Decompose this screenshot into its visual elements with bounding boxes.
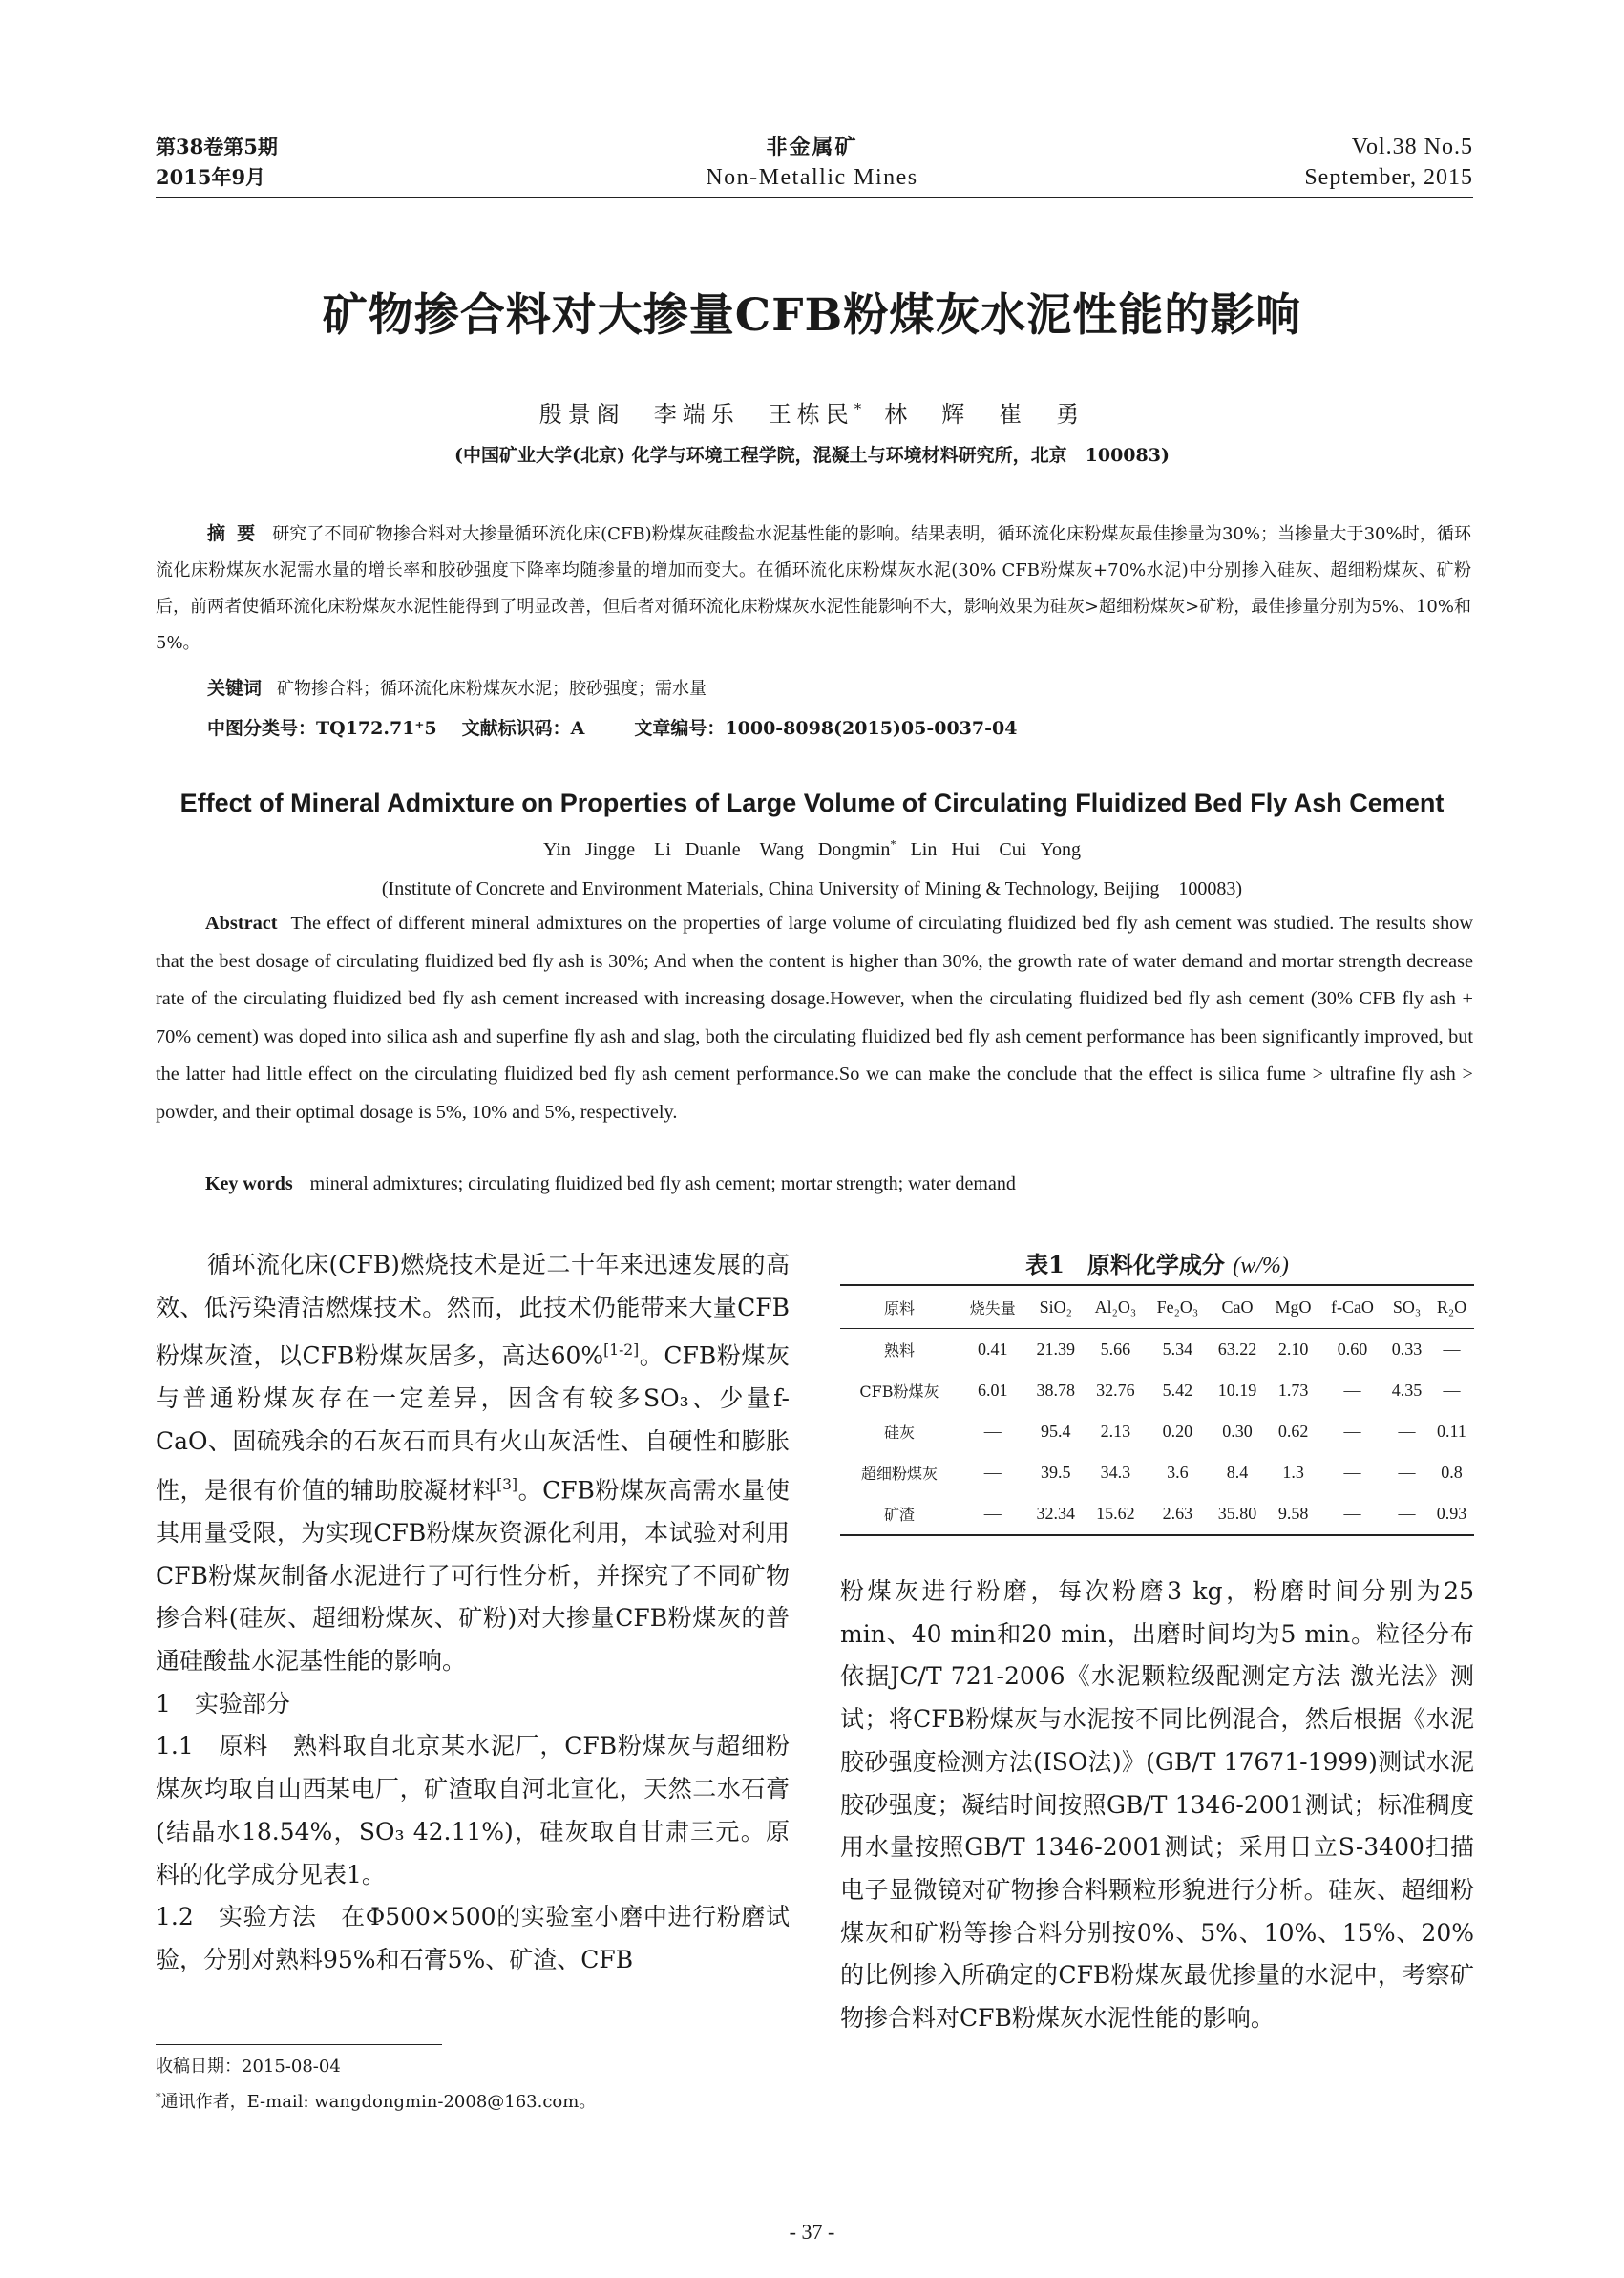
table-cell: — — [1384, 1493, 1429, 1535]
table-cell: 0.30 — [1222, 1422, 1253, 1441]
table-cell: 5.34 — [1162, 1339, 1193, 1359]
keywords-cn-text: 矿物掺合料；循环流化床粉煤灰水泥；胶砂强度；需水量 — [277, 679, 707, 699]
abstract-en-label: Abstract — [205, 913, 278, 934]
table-header-row — [840, 1285, 1474, 1329]
table-cell: 3.6 — [1167, 1463, 1189, 1482]
classification-line — [207, 714, 1017, 740]
section-1-2-text: 在Φ500×500的实验室小磨中进行粉磨试验，分别对熟料95%和石膏5%、矿渣、CFB — [156, 1903, 790, 1973]
col-header: 原料 — [840, 1285, 959, 1329]
section-1-1-text: 熟料取自北京某水泥厂，CFB粉煤灰与超细粉煤灰均取自山西某电厂，矿渣取自河北宣化，天然二水石膏(结晶水18.54%，SO₃ 42.11%)，硅灰取自甘肃三元。原料的化学成分见表1。 — [156, 1732, 790, 1888]
left-column — [156, 1244, 790, 1982]
table-cell: 0.62 — [1277, 1422, 1309, 1441]
section-1-2-heading: 1.2 实验方法 — [156, 1903, 317, 1931]
table-cell: 0.60 — [1337, 1339, 1368, 1359]
authors-en-rest: Lin Hui Cui Yong — [910, 839, 1081, 860]
authors-cn — [0, 395, 1624, 429]
table-cell: 0.33 — [1391, 1339, 1423, 1359]
table-1-unit: (w/%) — [1233, 1254, 1289, 1278]
table-cell: — — [1343, 1381, 1361, 1400]
header-rule — [156, 197, 1473, 198]
row-label: CFB粉煤灰 — [859, 1382, 939, 1401]
abstract-en-text: The effect of different mineral admixtures on the properties of large volume of circulating fluidized bed fly ash cement was studied. The results show that the best dosage of circulating fluidized bed fly ash is 30%; And when the content is higher than 30%, the growth rate of water demand and mortar strength decrease rate of the circulating fluidized bed fly ash cement increased with increasing dosage.However, when the circulating fluidized bed fly ash cement (30% CFB fly ash + 70% cement) was doped into silica ash and superfine fly ash and slag, both the circulating fluidized bed fly ash cement performance has been significantly improved, but the latter had little effect on the circulating fluidized bed fly ash cement performance.So we can make the conclude that the effect is silica fume > ultrafine fly ash > powder, and their optimal dosage is 5%, 10% and 5%, respectively. — [156, 913, 1473, 1123]
table-cell: 21.39 — [1036, 1339, 1075, 1359]
col-header: SO₃ — [1384, 1285, 1429, 1329]
affiliation-cn: (中国矿业大学(北京) 化学与环境工程学院，混凝土与环境材料研究所，北京 100083) — [454, 445, 1170, 466]
table-cell: — — [1443, 1381, 1461, 1400]
table-cell: 0.20 — [1162, 1422, 1193, 1441]
table-cell: 8.4 — [1226, 1463, 1249, 1482]
table-1-title — [840, 1246, 1474, 1279]
row-label: 超细粉煤灰 — [860, 1465, 938, 1483]
table-cell: 35.80 — [1209, 1493, 1266, 1535]
row-label: 硅灰 — [883, 1424, 915, 1442]
table-cell: 9.58 — [1266, 1493, 1320, 1535]
table-cell: 32.34 — [1027, 1493, 1085, 1535]
col-header: SiO₂ — [1027, 1285, 1085, 1329]
row-label: 矿渣 — [840, 1493, 959, 1535]
intro-text-b: 。CFB粉煤灰与普通粉煤灰存在一定差异，因含有较多SO₃、少量f-CaO、固硫残余的石灰石而具有火山灰活性、自硬性和膨胀性，是很有价值的辅助胶凝材料 — [156, 1341, 790, 1505]
journal-issue-en — [1304, 132, 1473, 193]
col-header: f-CaO — [1320, 1285, 1384, 1329]
table-row — [840, 1452, 1474, 1493]
corresponding-mark: * — [854, 400, 868, 417]
col-header: CaO — [1209, 1285, 1266, 1329]
keywords-cn — [207, 674, 707, 700]
corresponding-email: 通讯作者，E-mail: wangdongmin-2008@163.com。 — [160, 2092, 597, 2112]
issue-volume-en: Vol.38 No.5 — [1351, 135, 1473, 159]
table-cell: 5.66 — [1100, 1339, 1131, 1359]
table-cell: — — [959, 1493, 1027, 1535]
table-cell: 6.01 — [977, 1381, 1008, 1400]
table-row — [840, 1370, 1474, 1411]
table-cell: — — [1398, 1422, 1416, 1441]
table-cell: 1.73 — [1277, 1381, 1309, 1400]
keywords-cn-label: 关键词 — [207, 678, 263, 699]
col-header: Fe₂O₃ — [1147, 1285, 1209, 1329]
table-cell: 0.8 — [1441, 1463, 1463, 1482]
table-cell: — — [1320, 1493, 1384, 1535]
article-number: 文章编号：1000-8098(2015)05-0037-04 — [634, 718, 1018, 739]
table-cell: 32.76 — [1096, 1381, 1135, 1400]
table-cell: — — [1343, 1463, 1361, 1482]
section-1-1 — [156, 1725, 790, 1896]
table-row — [840, 1329, 1474, 1371]
chemical-composition-table — [840, 1284, 1474, 1536]
col-header: R₂O — [1429, 1285, 1474, 1329]
table-cell: 10.19 — [1217, 1381, 1257, 1400]
table-cell: — — [983, 1463, 1002, 1482]
table-cell: 34.3 — [1100, 1463, 1131, 1482]
authors-en-main: Yin Jingge Li Duanle Wang Dongmin — [543, 839, 891, 860]
table-row — [840, 1411, 1474, 1452]
table-cell: 95.4 — [1040, 1422, 1071, 1441]
footnote-rule — [156, 2044, 442, 2045]
table-cell: 5.42 — [1162, 1381, 1193, 1400]
issue-date-en: September, 2015 — [1304, 165, 1473, 190]
table-cell: 2.10 — [1277, 1339, 1309, 1359]
issue-date: 2015年9月 — [156, 165, 266, 189]
journal-name-cn: 非金属矿 — [766, 135, 858, 159]
table-cell: 63.22 — [1217, 1339, 1257, 1359]
keywords-en-text: mineral admixtures; circulating fluidized bed fly ash cement; mortar strength; water demand — [309, 1173, 1016, 1194]
section-1-1-heading: 1.1 原料 — [156, 1732, 269, 1761]
table-cell: 4.35 — [1391, 1381, 1423, 1400]
document-code: 文献标识码：A — [461, 718, 585, 739]
received-date: 收稿日期：2015-08-04 — [156, 2057, 341, 2077]
paper-title: 矿物掺合料对大掺量CFB粉煤灰水泥性能的影响 — [322, 289, 1302, 342]
abstract-cn — [156, 516, 1471, 662]
table-cell: 0.93 — [1429, 1493, 1474, 1535]
abstract-cn-text: 研究了不同矿物掺合料对大掺量循环流化床(CFB)粉煤灰硅酸盐水泥基性能的影响。结果表明，循环流化床粉煤灰最佳掺量为30%；当掺量大于30%时，循环流化床粉煤灰水泥需水量的增长率和胶砂强度下降率均随掺量的增加而变大。在循环流化床粉煤灰水泥(30% CFB粉煤灰+70%水泥)中分别掺入硅灰、超细粉煤灰、矿粉后，前两者使循环流化床粉煤灰水泥性能得到了明显改善，但后者对循环流化床粉煤灰水泥性能影响不大，影响效果为硅灰>超细粉煤灰>矿粉，最佳掺量分别为5%、10%和5%。 — [156, 524, 1471, 653]
table-1-caption: 表1 原料化学成分 — [1025, 1251, 1225, 1278]
table-cell: — — [983, 1422, 1002, 1441]
table-cell: — — [1443, 1339, 1461, 1359]
section-1-2 — [156, 1896, 790, 1981]
row-label: 熟料 — [883, 1341, 915, 1360]
paper-title-en: Effect of Mineral Admixture on Properties of Large Volume of Circulating Fluidized Bed Fly Ash Cement — [179, 789, 1445, 817]
table-cell: 2.13 — [1100, 1422, 1131, 1441]
methods-continued: 粉煤灰进行粉磨，每次粉磨3 kg，粉磨时间分别为25 min、40 min和20 min，出磨时间均为5 min。粒径分布依据JC/T 721-2006《水泥颗粒级配测定方法 激光法》测试；将CFB粉煤灰与水泥按不同比例混合，然后根据《水泥胶砂强度检测方法(ISO法)》(GB/T 17671-1999)测试水泥胶砂强度；凝结时间按照GB/T 1346-2001测试；标准稠度用水量按照GB/T 1346-2001测试；采用日立S-3400扫描电子显微镜对矿物掺合料颗粒形貌进行分析。硅灰、超细粉煤灰和矿粉等掺合料分别按0%、5%、10%、15%、20%的比例掺入所确定的CFB粉煤灰最优掺量的水泥中，考察矿物掺合料对CFB粉煤灰水泥性能的影响。 — [840, 1577, 1474, 2033]
page-number: - 37 - — [789, 2220, 835, 2244]
corresponding-mark-en: * — [890, 837, 896, 852]
table-cell: 38.78 — [1036, 1381, 1075, 1400]
affiliation-en: (Institute of Concrete and Environment Materials, China University of Mining & Technology, Beijing 100083) — [381, 878, 1243, 899]
intro-paragraph — [156, 1244, 790, 1683]
col-header: Al₂O₃ — [1085, 1285, 1147, 1329]
table-cell: — — [1398, 1463, 1416, 1482]
table-cell: 0.11 — [1437, 1422, 1466, 1441]
table-row — [840, 1493, 1474, 1535]
journal-name-en: Non-Metallic Mines — [706, 165, 918, 190]
table-cell: — — [1343, 1422, 1361, 1441]
citation-1-2: [1-2] — [603, 1341, 640, 1360]
authors-en — [0, 833, 1624, 861]
keywords-en-label: Key words — [205, 1173, 293, 1194]
abstract-cn-label: 摘要 — [207, 523, 267, 544]
col-header: MgO — [1266, 1285, 1320, 1329]
table-cell: 39.5 — [1040, 1463, 1071, 1482]
authors-cn-main: 殷景阁 李端乐 王栋民 — [538, 401, 854, 428]
abstract-en — [156, 905, 1473, 1131]
footnote-mark: * — [156, 2091, 161, 2103]
table-cell: 2.63 — [1147, 1493, 1209, 1535]
table-cell: 1.3 — [1282, 1463, 1304, 1482]
right-column — [840, 1571, 1474, 2040]
authors-cn-rest: 林 辉 崔 勇 — [884, 401, 1086, 428]
citation-3: [3] — [496, 1475, 518, 1493]
table-cell: 0.41 — [977, 1339, 1008, 1359]
intro-text-a: 循环流化床(CFB)燃烧技术是近二十年来迅速发展的高效、低污染清洁燃煤技术。然而，此技术仍能带来大量CFB粉煤灰渣，以CFB粉煤灰居多，高达60% — [156, 1251, 790, 1370]
table-cell: 15.62 — [1085, 1493, 1147, 1535]
intro-text-c: 。CFB粉煤灰高需水量使其用量受限，为实现CFB粉煤灰资源化利用，本试验对利用CFB粉煤灰制备水泥进行了可行性分析，并探究了不同矿物掺合料(硅灰、超细粉煤灰、矿粉)对大掺量CFB粉煤灰的普通硅酸盐水泥基性能的影响。 — [156, 1476, 790, 1675]
col-header: 烧失量 — [959, 1285, 1027, 1329]
keywords-en — [205, 1173, 1016, 1195]
issue-volume: 第38卷第5期 — [156, 135, 278, 158]
corresponding-note — [156, 2088, 596, 2113]
section-1-heading: 1 实验部分 — [156, 1689, 290, 1718]
clc-number: 中图分类号：TQ172.71⁺5 — [207, 718, 437, 739]
